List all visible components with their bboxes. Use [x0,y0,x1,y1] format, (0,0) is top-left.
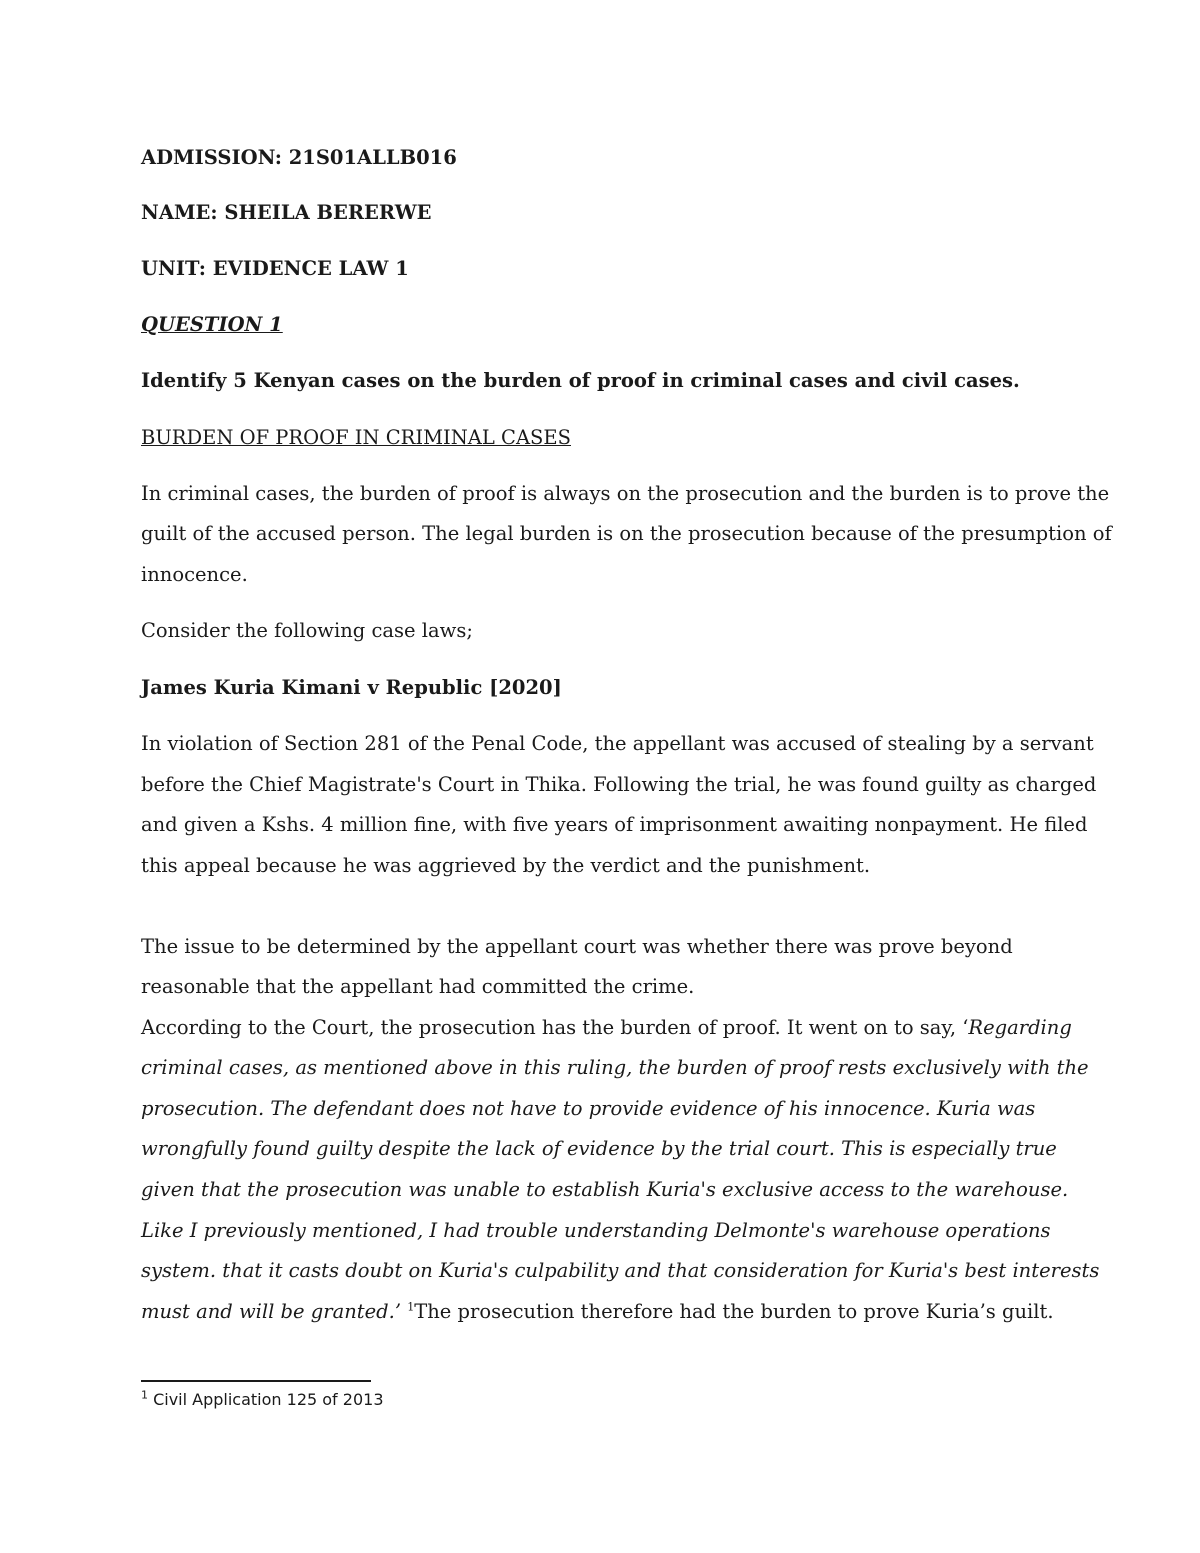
quote-first-word: Regarding [968,1016,1072,1039]
admission-line: ADMISSION: 21S01ALLB016 [141,146,457,169]
footnote-number: 1 [141,1388,148,1402]
facts-line-1: In violation of Section 281 of the Penal Code, the appellant was accused of stealing by a servant [141,732,1094,755]
question-prompt: Identify 5 Kenyan cases on the burden of proof in criminal cases and civil cases. [141,369,1020,392]
holding-intro: According to the Court, the prosecution has the burden of proof. It went on to say, ‘ [141,1016,969,1039]
facts-line-3: and given a Kshs. 4 million fine, with five years of imprisonment awaiting nonpayment. He filed [141,813,1088,836]
footnote-text: Civil Application 125 of 2013 [153,1390,384,1409]
footnote-reference[interactable]: 1 [407,1300,415,1314]
issue-line-1: The issue to be determined by the appellant court was whether there was prove beyond [141,935,1013,958]
intro-line-2: guilt of the accused person. The legal burden is on the prosecution because of the presumption of [141,522,1112,545]
issue-line-2: reasonable that the appellant had committed the crime. [141,975,695,998]
consider-line: Consider the following case laws; [141,619,473,642]
quote-line-6: system. that it casts doubt on Kuria's culpability and that consideration for Kuria's best interests [141,1259,1100,1282]
quote-line-1: criminal cases, as mentioned above in this ruling, the burden of proof rests exclusively with the [141,1056,1089,1079]
conclusion-line [141,1299,1054,1325]
name-line: NAME: SHEILA BERERWE [141,201,432,224]
holding-line [141,1015,1072,1041]
unit-line: UNIT: EVIDENCE LAW 1 [141,257,409,280]
footnote-separator [141,1380,371,1382]
quote-line-4: given that the prosecution was unable to establish Kuria's exclusive access to the warehouse. [141,1178,1069,1201]
quote-line-2: prosecution. The defendant does not have to provide evidence of his innocence. Kuria was [141,1097,1036,1120]
facts-line-4: this appeal because he was aggrieved by the verdict and the punishment. [141,854,871,877]
quote-last: must and will be granted.’ [141,1300,408,1323]
intro-line-3: innocence. [141,563,248,586]
case-title: James Kuria Kimani v Republic [2020] [141,676,562,699]
quote-line-5: Like I previously mentioned, I had trouble understanding Delmonte's warehouse operations [141,1219,1051,1242]
facts-line-2: before the Chief Magistrate's Court in Thika. Following the trial, he was found guilty as charged [141,773,1097,796]
section-heading: BURDEN OF PROOF IN CRIMINAL CASES [141,426,571,449]
footnote [141,1389,384,1411]
conclusion-text: The prosecution therefore had the burden to prove Kuria’s guilt. [414,1300,1054,1323]
quote-line-3: wrongfully found guilty despite the lack of evidence by the trial court. This is especially true [141,1137,1057,1160]
intro-line-1: In criminal cases, the burden of proof is always on the prosecution and the burden is to prove the [141,482,1110,505]
question-label: QUESTION 1 [141,313,283,336]
